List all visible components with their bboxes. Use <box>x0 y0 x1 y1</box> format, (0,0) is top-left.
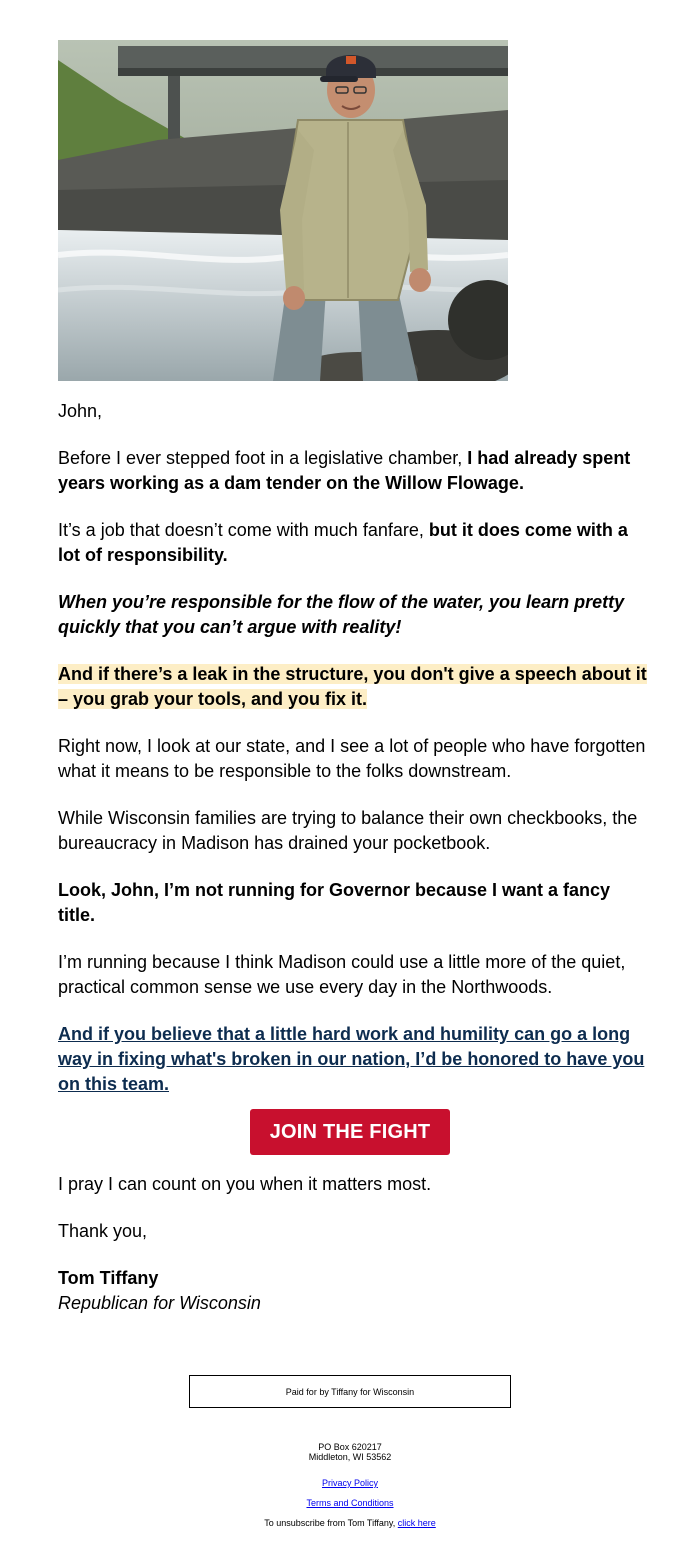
email-body <box>58 40 648 1097</box>
paragraph-4 <box>58 662 648 712</box>
paragraph-5: Right now, I look at our state, and I see a lot of people who have forgotten what it means to be responsible to the folks downstream. <box>58 736 646 781</box>
paragraph-3: When you’re responsible for the flow of the water, you learn pretty quickly that you can’t argue with reality! <box>58 592 625 637</box>
paragraph-2 <box>58 518 648 568</box>
closing-block <box>58 1172 648 1316</box>
paid-for-disclaimer <box>189 1375 511 1408</box>
header-photo <box>58 40 508 381</box>
unsubscribe-text: To unsubscribe from Tom Tiffany, <box>264 1518 398 1528</box>
paragraph-6: While Wisconsin families are trying to balance their own checkbooks, the bureaucracy in Madison has drained your pocketbook. <box>58 808 638 853</box>
paragraph-2-bold: but it does come with a lot of responsibility. <box>58 520 628 565</box>
team-link[interactable]: And if you believe that a little hard work and humility can go a long way in fixing what's broken in our nation, I’d be honored to have you on this team. <box>58 1024 645 1094</box>
highlighted-text: And if there’s a leak in the structure, you don't give a speech about it – you grab your tools, and you fix it. <box>58 664 647 709</box>
address-line-1: PO Box 620217 <box>318 1442 382 1452</box>
photo-illustration <box>58 40 508 381</box>
privacy-policy-link[interactable]: Privacy Policy <box>321 1478 378 1488</box>
paragraph-1 <box>58 446 648 496</box>
paragraph-8: I’m running because I think Madison could use a little more of the quiet, practical common sense we use every day in the Northwoods. <box>58 952 626 997</box>
privacy-policy-row <box>0 1478 700 1488</box>
join-the-fight-button[interactable]: JOIN THE FIGHT <box>250 1109 450 1155</box>
paragraph-9 <box>58 1022 648 1097</box>
closing: Thank you, <box>58 1221 148 1241</box>
terms-row <box>0 1498 700 1508</box>
paragraph-2-text: It’s a job that doesn’t come with much fanfare, <box>58 520 429 540</box>
address-line-2: Middleton, WI 53562 <box>308 1452 392 1462</box>
signature-title: Republican for Wisconsin <box>58 1293 261 1313</box>
paragraph-7: Look, John, I’m not running for Governor because I want a fancy title. <box>58 880 611 925</box>
paid-for-text: Paid for by Tiffany for Wisconsin <box>285 1386 415 1397</box>
paragraph-10: I pray I can count on you when it matters most. <box>58 1174 432 1194</box>
paragraph-1-text: Before I ever stepped foot in a legislative chamber, <box>58 448 468 468</box>
unsubscribe-link[interactable]: click here <box>397 1518 436 1528</box>
salutation: John, <box>58 401 103 421</box>
signature-name: Tom Tiffany <box>58 1268 159 1288</box>
paragraph-1-bold: I had already spent years working as a dam tender on the Willow Flowage. <box>58 448 631 493</box>
unsubscribe-row <box>0 1518 700 1528</box>
terms-link[interactable]: Terms and Conditions <box>306 1498 394 1508</box>
